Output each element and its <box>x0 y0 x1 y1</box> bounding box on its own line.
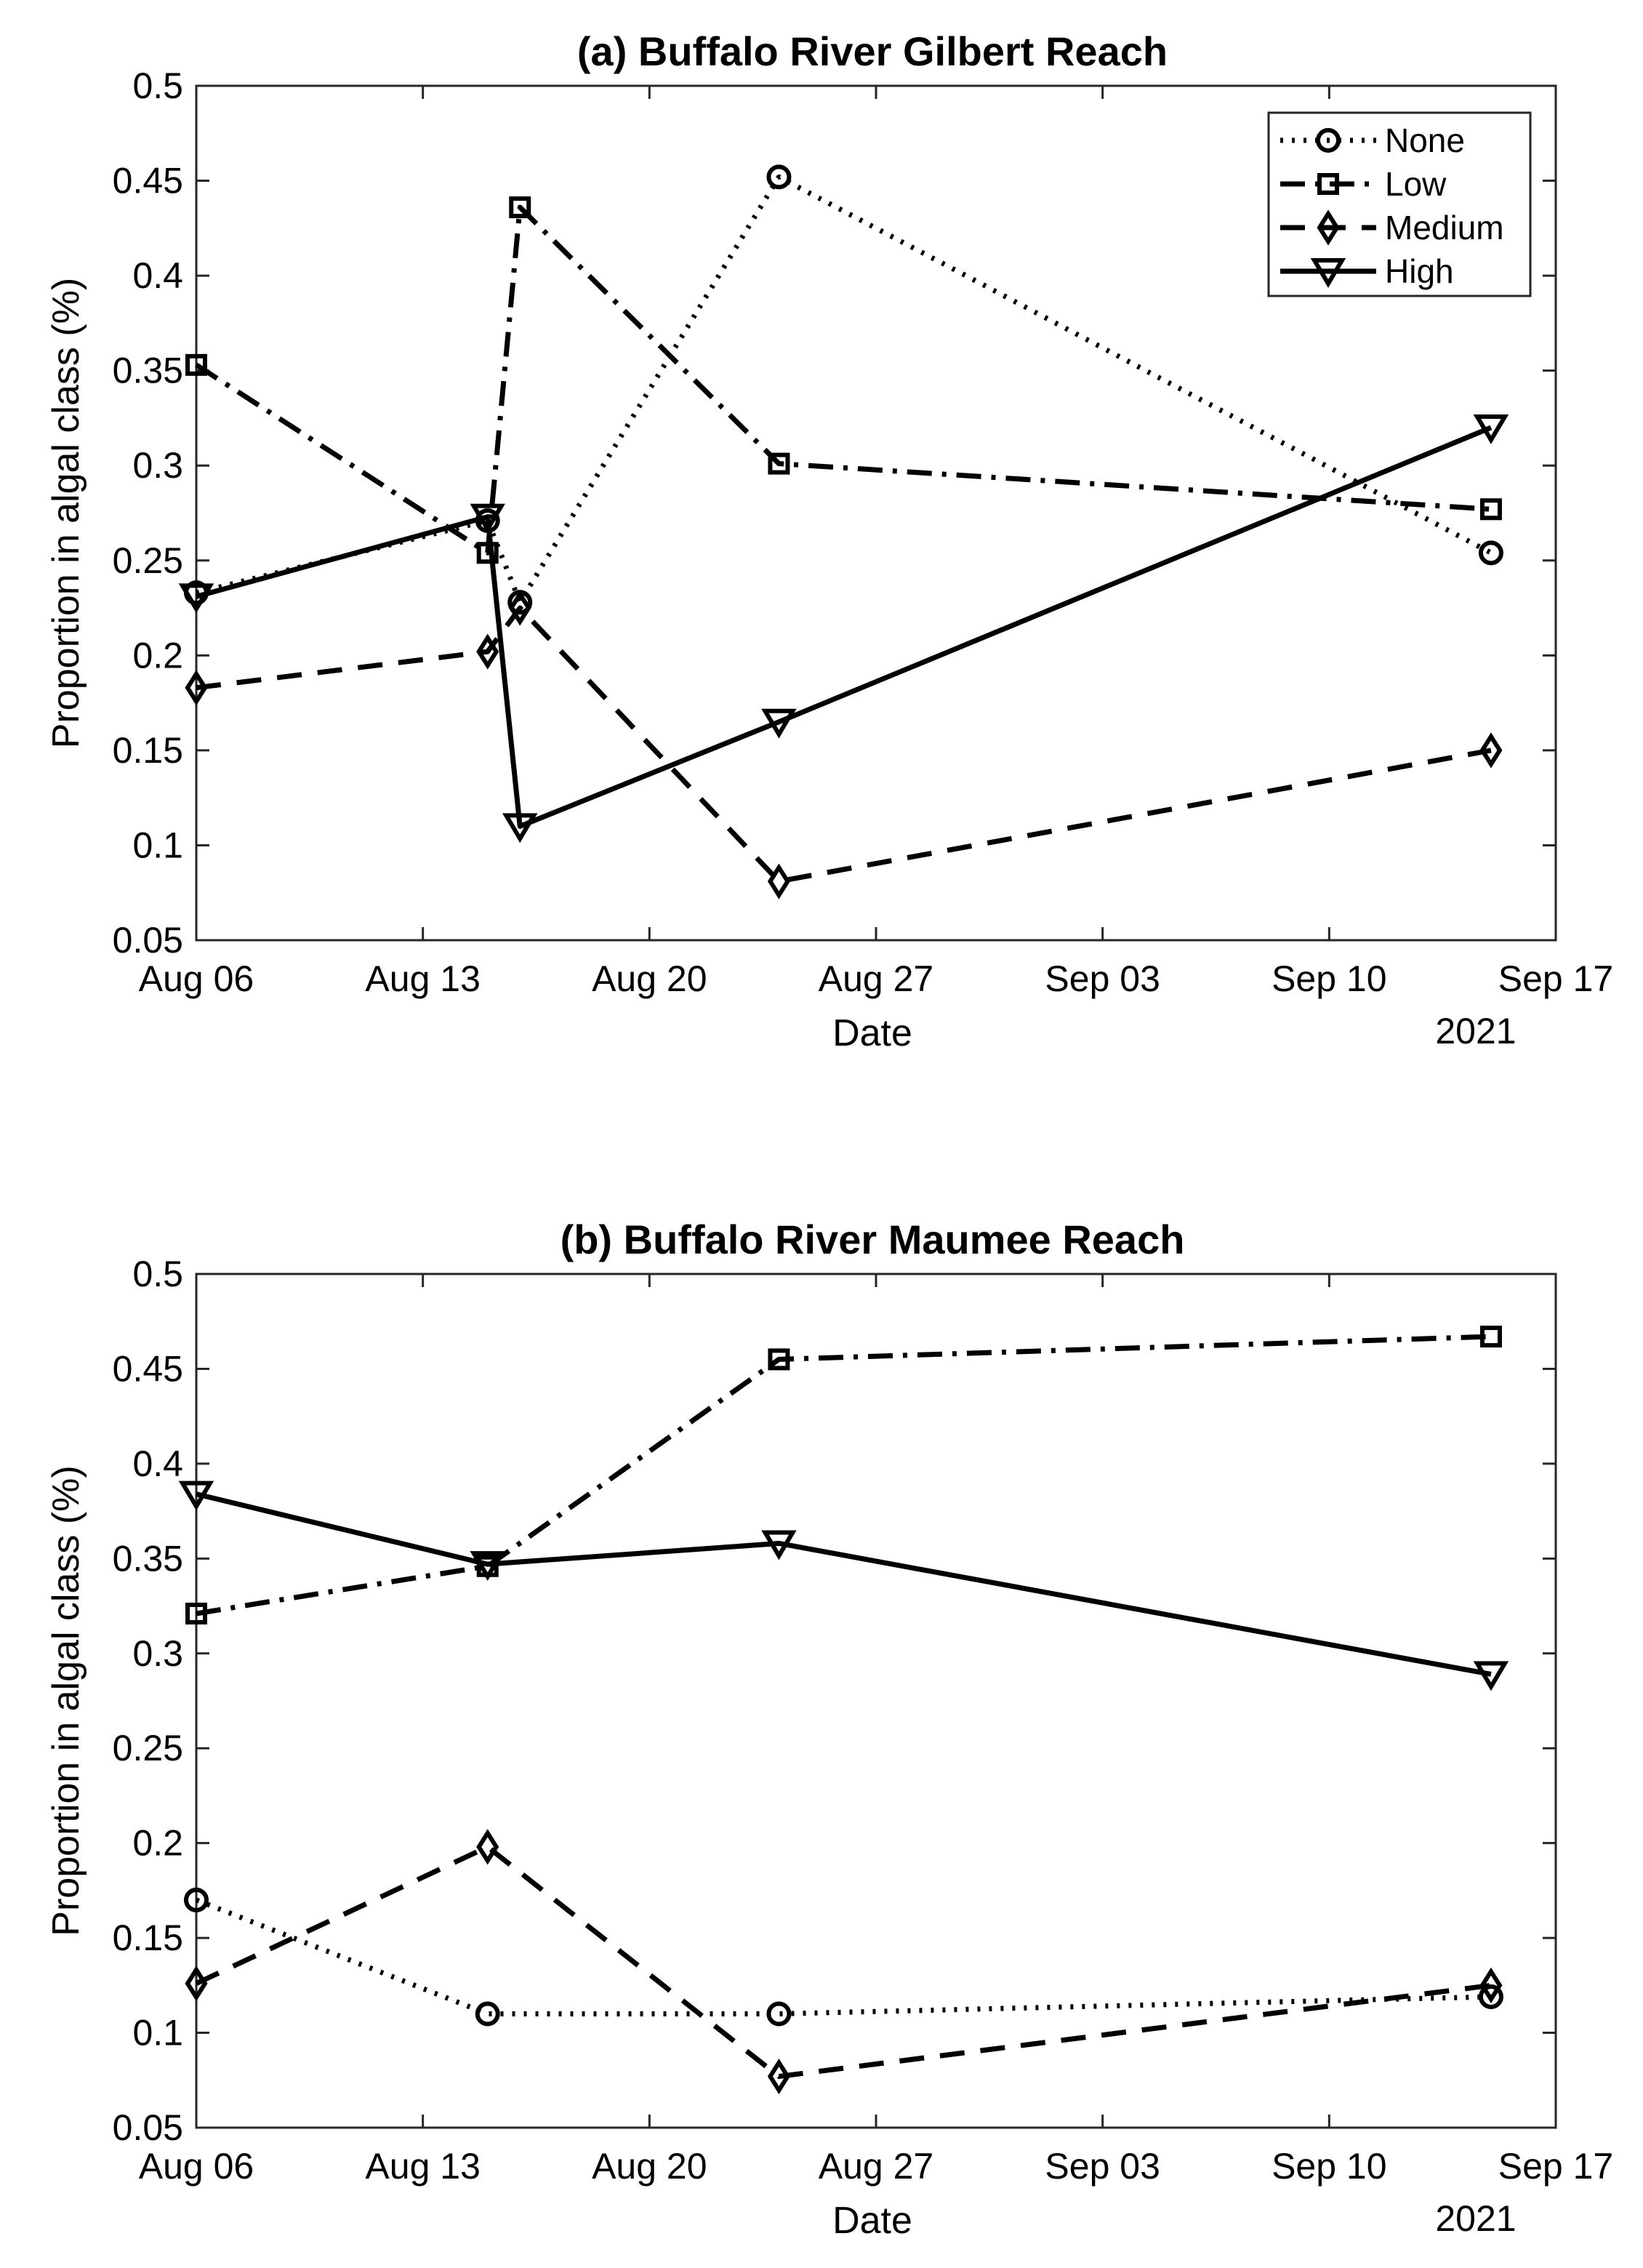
y-tick-label: 0.05 <box>112 2107 183 2148</box>
x-tick-label: Sep 03 <box>1045 958 1160 999</box>
chart-panel-1 <box>45 28 1613 1054</box>
x-tick-label: Aug 13 <box>365 958 481 999</box>
y-tick-label: 0.4 <box>132 255 183 297</box>
x-year-label: 2021 <box>1435 1011 1517 1051</box>
chart-title: (a) Buffalo River Gilbert Reach <box>577 28 1168 74</box>
y-tick-label: 0.1 <box>132 825 183 866</box>
x-tick-label: Aug 06 <box>138 958 254 999</box>
x-tick-label: Aug 27 <box>818 2146 934 2187</box>
data-point-none <box>478 2003 498 2024</box>
y-tick-label: 0.25 <box>112 540 183 581</box>
chart-panel-2 <box>45 1217 1613 2242</box>
y-tick-label: 0.1 <box>132 2012 183 2053</box>
y-tick-label: 0.45 <box>112 1348 183 1390</box>
legend-label-none: None <box>1385 121 1465 159</box>
series-line-medium <box>196 608 1491 881</box>
legend <box>1269 113 1530 296</box>
y-tick-label: 0.5 <box>132 65 183 106</box>
x-axis-label: Date <box>832 1012 912 1054</box>
y-tick-label: 0.45 <box>112 160 183 201</box>
x-tick-label: Sep 17 <box>1498 2146 1614 2187</box>
y-tick-label: 0.3 <box>132 1632 183 1674</box>
series-low <box>188 1328 1500 1622</box>
data-point-none <box>768 2003 789 2024</box>
series-line-low <box>196 1337 1491 1614</box>
x-tick-label: Sep 17 <box>1498 958 1614 999</box>
y-tick-label: 0.2 <box>132 635 183 676</box>
series-line-medium <box>196 1847 1491 2077</box>
y-tick-label: 0.3 <box>132 445 183 486</box>
series-line-high <box>196 428 1491 826</box>
x-axis-label: Date <box>832 2200 912 2242</box>
x-tick-label: Aug 20 <box>592 2146 707 2187</box>
series-none <box>186 1890 1501 2024</box>
data-point-medium <box>479 1833 497 1861</box>
y-axis-label: Proportion in algal class (%) <box>45 277 87 749</box>
x-year-label: 2021 <box>1435 2198 1517 2239</box>
y-tick-label: 0.2 <box>132 1822 183 1864</box>
legend-label-high: High <box>1385 252 1454 290</box>
series-high <box>182 417 1505 838</box>
y-tick-label: 0.5 <box>132 1254 183 1294</box>
x-tick-label: Sep 10 <box>1272 2146 1387 2187</box>
x-tick-label: Sep 03 <box>1045 2146 1160 2187</box>
x-tick-label: Aug 20 <box>592 958 707 999</box>
data-point-none <box>1481 542 1501 563</box>
legend-label-low: Low <box>1385 165 1447 203</box>
chart-title: (b) Buffalo River Maumee Reach <box>560 1217 1185 1262</box>
y-tick-label: 0.25 <box>112 1728 183 1769</box>
y-axis-label: Proportion in algal class (%) <box>45 1465 87 1936</box>
y-tick-label: 0.05 <box>112 920 183 961</box>
x-tick-label: Sep 10 <box>1272 958 1387 999</box>
x-tick-label: Aug 27 <box>818 958 934 999</box>
y-tick-label: 0.15 <box>112 729 183 771</box>
legend-label-medium: Medium <box>1385 209 1504 247</box>
series-line-high <box>196 1494 1491 1675</box>
series-medium <box>188 594 1500 895</box>
y-tick-label: 0.35 <box>112 350 183 391</box>
y-tick-label: 0.35 <box>112 1538 183 1579</box>
series-medium <box>188 1833 1500 2091</box>
y-tick-label: 0.15 <box>112 1918 183 1959</box>
y-tick-label: 0.4 <box>132 1443 183 1484</box>
series-line-none <box>196 1900 1491 2014</box>
x-tick-label: Aug 13 <box>365 2146 481 2187</box>
x-tick-label: Aug 06 <box>138 2146 254 2187</box>
